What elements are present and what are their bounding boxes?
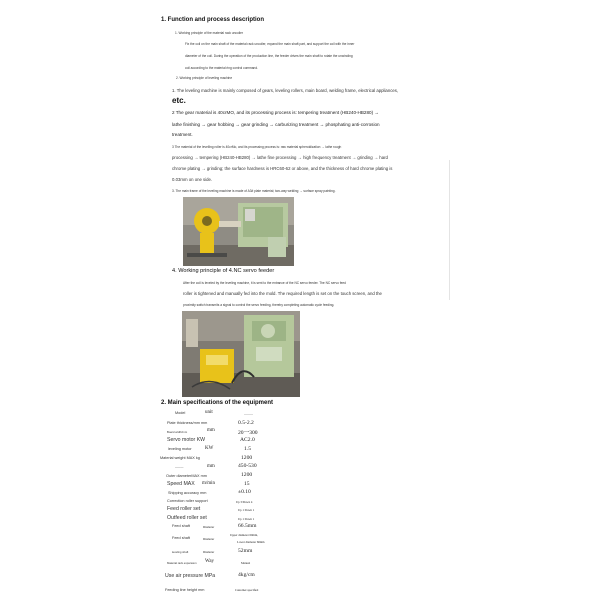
spec-unit: mm [207, 428, 215, 433]
spec-unit: Way [205, 559, 215, 564]
spec-value: AC2.0 [240, 437, 255, 443]
paragraph-line: 3. The main frame of the leveling machine is made of A3# plate material; two-way welding → surface spray painting. [172, 189, 336, 193]
spec-value: Up 3/Down 4 [236, 500, 253, 504]
paragraph-line: 3 The material of the levelling roller is 40crMo, and its processing process is: raw material spheroidization → lathe rough [172, 145, 342, 149]
spec-value: 1.5 [244, 446, 251, 452]
paragraph-line: 1. The leveling machine is mainly composed of gears, leveling rollers, main board, welding frame, electrical appliances, [172, 88, 399, 93]
spec-value: Customer specified [235, 588, 259, 592]
paragraph-line: treatment. [172, 132, 193, 137]
paragraph-line: etc. [172, 96, 186, 105]
spec-unit: Diameter [203, 550, 215, 554]
divider-line [449, 160, 450, 300]
spec-value: Manual [241, 561, 251, 565]
spec-unit: Diameter [203, 525, 215, 529]
spec-unit: Diameter [203, 537, 215, 541]
sub-heading-feeder: 4. Working principle of 4.NC servo feeder [172, 268, 275, 274]
spec-unit: KW [205, 446, 214, 451]
paragraph-line: 0.03mm on one side. [172, 177, 213, 182]
spec-value: ±0.10 [238, 489, 251, 495]
spec-value: Upper diameter 60mm, [230, 533, 258, 537]
spec-value: Up 1 Down 1 [238, 508, 255, 512]
spec-label: Outfeed roller set [167, 515, 207, 521]
section-2-heading: 2. Main specifications of the equipment [161, 400, 274, 406]
spec-label: Use air pressure MPa [165, 573, 216, 579]
spec-label: Model [175, 411, 186, 415]
spec-label: leveling motor [168, 447, 192, 451]
paragraph-line: processing → tempering (HB240-HB280) → lathe fine processing → high frequency treatment → grinding → hard [172, 155, 388, 160]
spec-value: 450-530 [238, 463, 257, 469]
paragraph-line: 2 The gear material is 40crMO, and its processing process is: tempering treatment (HB240-HB280) → [172, 110, 379, 115]
spec-unit: m/min [202, 481, 216, 486]
paragraph-line: lathe finishing → gear hobbing → gear grinding → carburizing treatment → phosphating anti-corrosion [172, 122, 380, 127]
spec-label: Material weight MAX kg [160, 456, 200, 460]
section-1-heading: 1. Function and process description [161, 17, 265, 23]
spec-label: Outer diameterMAX mm [166, 474, 207, 478]
spec-label: Plate thickness/mm mm [167, 421, 208, 425]
spec-label: Feed shaft [172, 536, 190, 540]
spec-value: Up 1 Down 1 [238, 517, 255, 521]
spec-value: 4kg/cm [238, 572, 255, 578]
spec-value: 20一300 [238, 430, 258, 436]
spec-unit: mm [207, 464, 215, 469]
spec-label: Correction roller support [167, 499, 208, 503]
spec-label: Material rack expansion [167, 561, 197, 565]
spec-label: ——— [175, 465, 184, 469]
spec-value: 1200 [241, 472, 253, 478]
spec-label: leveling shaft [172, 550, 189, 554]
spec-value: 0.5-2.2 [238, 420, 254, 426]
spec-label: Servo motor KW [167, 437, 206, 443]
leveling-machine-photo [183, 197, 294, 266]
paragraph-line: Fix the coil on the main shaft of the material rack uncoiler, expand the main shaft part, and support the coil with the inner [185, 42, 355, 46]
spec-label: Feed roller set [167, 506, 201, 512]
paragraph-line: diameter of the coil. During the operation of the production line, the feeder drives the main shaft to rotate the unwinding [185, 54, 353, 58]
spec-value: ——— [244, 412, 253, 416]
spec-value: 66.5mm [238, 523, 257, 529]
spec-value: 1200 [241, 455, 253, 461]
spec-label: Speed MAX [167, 481, 195, 487]
spec-value: Lower diameter 66mm [237, 540, 265, 544]
sub-heading-uncoiler: 1. Working principle of the material rack uncoiler [175, 31, 243, 35]
sub-heading-leveling: 2. Working principle of leveling machine [176, 76, 233, 80]
spec-unit: unit [205, 410, 213, 415]
paragraph-line: coil according to the material ring control command. [185, 66, 258, 70]
paragraph-line: chrome plating → grinding; the surface hardness is HRC60-62 or above, and the thickness of hard chrome plating is [172, 166, 393, 171]
paragraph-line: proximity switch transmits a signal to control the servo feeding, thereby completing automatic cycle feeding. [183, 303, 335, 307]
servo-feeder-photo [182, 311, 300, 397]
paragraph-line: After the coil is leveled by the leveling machine, it is sent to the entrance of the NC servo feeder. The NC servo feed [183, 281, 346, 285]
paragraph-line: roller is tightened and manually fed into the mold. The required length is set on the touch screen, and the [183, 291, 382, 296]
spec-label: Board width/mm [167, 430, 188, 434]
spec-value: 52mm [238, 548, 253, 554]
spec-value: 15 [244, 481, 250, 487]
spec-label: Shipping accuracy mm [168, 491, 207, 495]
spec-label: Feeding line height mm [165, 588, 205, 592]
spec-label: Feed shaft [172, 524, 190, 528]
